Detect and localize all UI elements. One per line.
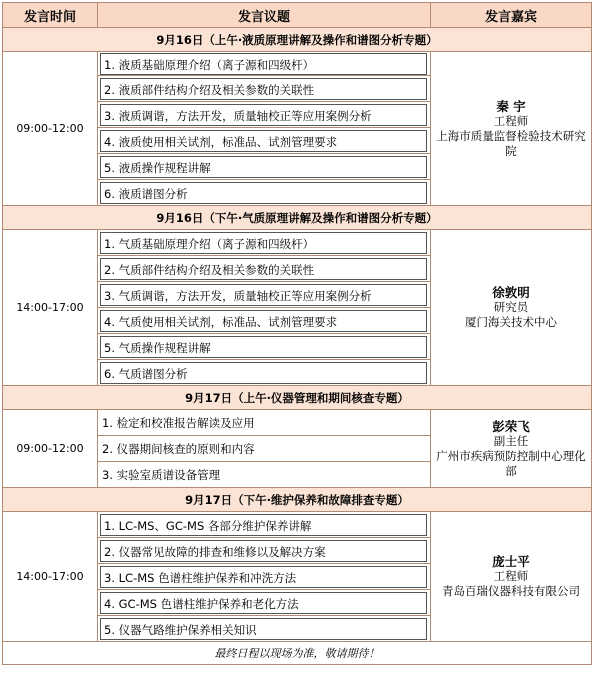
topic-item: 1. 气质基础原理介绍（离子源和四级杆）	[100, 232, 427, 254]
topic-item: 3. LC-MS 色谱柱维护保养和冲洗方法	[100, 566, 427, 588]
guest-title: 副主任	[493, 433, 529, 448]
topic-cell	[98, 76, 431, 102]
header-topic: 发言议题	[98, 3, 431, 28]
guest-org: 青岛百瑞仪器科技有限公司	[442, 584, 580, 598]
session-header-row	[3, 488, 592, 512]
topic-item: 4. 气质使用相关试剂，标准品、试剂管理要求	[100, 310, 427, 332]
guest-org: 上海市质量监督检验技术研究院	[436, 128, 586, 158]
topic-item: 1. LC-MS、GC-MS 各部分维护保养讲解	[100, 514, 427, 536]
topic-item: 5. 液质操作规程讲解	[100, 156, 427, 178]
topic-cell	[98, 360, 431, 386]
session-header-row	[3, 206, 592, 230]
topic-cell	[98, 564, 431, 590]
session-header-row	[3, 28, 592, 52]
session-topic-row	[3, 512, 592, 538]
guest-title: 工程师	[493, 113, 529, 128]
topic-cell	[98, 154, 431, 180]
session-topic-row	[3, 230, 592, 256]
topic-cell	[98, 128, 431, 154]
topic-item: 1. 检定和校准报告解读及应用	[102, 415, 255, 430]
topic-item: 4. 液质使用相关试剂，标准品、试剂管理要求	[100, 130, 427, 152]
footer-note: 最终日程以现场为准，敬请期待！	[3, 642, 592, 665]
session-title: 9月17日（上午·仪器管理和期间核查专题）	[3, 386, 592, 410]
topic-cell	[98, 538, 431, 564]
session-time: 09:00-12:00	[3, 52, 98, 206]
topic-cell	[98, 256, 431, 282]
topic-cell	[98, 462, 431, 488]
topic-item: 3. 气质调谐，方法开发，质量轴校正等应用案例分析	[100, 284, 427, 306]
topic-cell	[98, 590, 431, 616]
topic-item: 2. 仪器期间核查的原则和内容	[102, 441, 255, 456]
topic-item: 6. 液质谱图分析	[100, 182, 427, 204]
topic-item: 2. 液质部件结构介绍及相关参数的关联性	[100, 78, 427, 100]
topic-cell	[98, 616, 431, 642]
footer-row	[3, 642, 592, 665]
session-time: 14:00-17:00	[3, 230, 98, 386]
session-topic-row	[3, 410, 592, 436]
guest-cell	[431, 512, 592, 642]
session-topic-row	[3, 52, 592, 76]
guest-name: 彭荣飞	[492, 418, 530, 434]
topic-item: 1. 液质基础原理介绍（离子源和四级杆）	[100, 53, 427, 75]
topic-cell	[98, 410, 431, 436]
guest-org: 厦门海关技术中心	[465, 315, 557, 329]
topic-cell	[98, 308, 431, 334]
agenda-table	[2, 2, 592, 665]
guest-title: 工程师	[493, 569, 529, 583]
guest-org: 广州市疾病预防控制中心理化部	[436, 448, 586, 478]
topic-item: 5. 气质操作规程讲解	[100, 336, 427, 358]
guest-name: 徐敦明	[492, 285, 530, 300]
topic-item: 3. 实验室质谱设备管理	[102, 467, 221, 482]
topic-cell	[98, 102, 431, 128]
topic-item: 2. 气质部件结构介绍及相关参数的关联性	[100, 258, 427, 280]
guest-cell	[431, 52, 592, 206]
topic-cell	[98, 230, 431, 256]
session-title: 9月16日（下午·气质原理讲解及操作和谱图分析专题）	[3, 206, 592, 230]
session-title: 9月17日（下午·维护保养和故障排查专题）	[3, 488, 592, 512]
topic-item: 5. 仪器气路维护保养相关知识	[100, 618, 427, 640]
topic-item: 4. GC-MS 色谱柱维护保养和老化方法	[100, 592, 427, 614]
topic-item: 2. 仪器常见故障的排查和维修以及解决方案	[100, 540, 427, 562]
topic-cell	[98, 180, 431, 206]
guest-name: 庞士平	[492, 554, 530, 569]
header-row	[3, 3, 592, 28]
topic-cell	[98, 282, 431, 308]
guest-title: 研究员	[493, 300, 529, 314]
session-time: 09:00-12:00	[3, 410, 98, 488]
session-time: 14:00-17:00	[3, 512, 98, 642]
header-time: 发言时间	[3, 3, 98, 28]
guest-name: 秦 宇	[496, 98, 526, 114]
topic-item: 6. 气质谱图分析	[100, 362, 427, 384]
session-header-row	[3, 386, 592, 410]
topic-cell	[98, 52, 431, 76]
topic-cell	[98, 436, 431, 462]
topic-item: 3. 液质调谐，方法开发，质量轴校正等应用案例分析	[100, 104, 427, 126]
session-title: 9月16日（上午·液质原理讲解及操作和谱图分析专题）	[3, 28, 592, 52]
guest-cell	[431, 230, 592, 386]
guest-cell	[431, 410, 592, 488]
topic-cell	[98, 334, 431, 360]
header-guest: 发言嘉宾	[431, 3, 592, 28]
topic-cell	[98, 512, 431, 538]
